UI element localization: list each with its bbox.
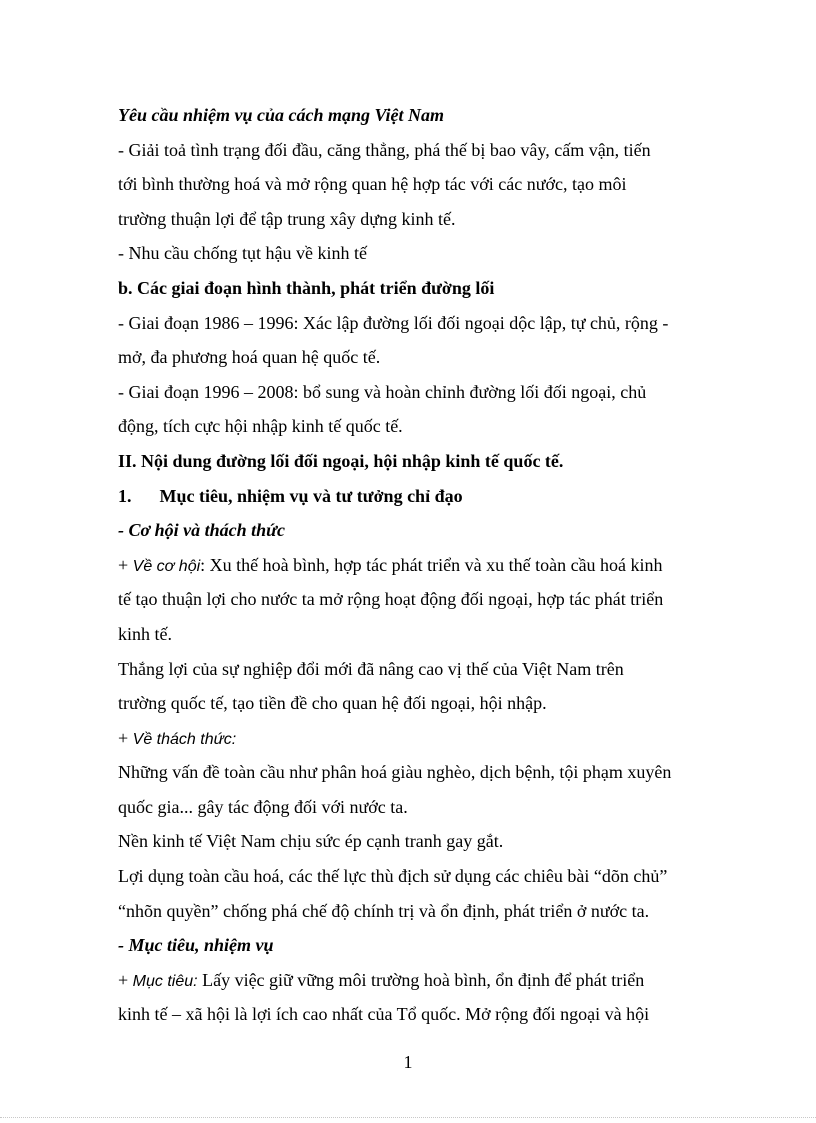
heading-text: Mục tiêu, nhiệm vụ và tư tưởng chỉ đạo	[159, 485, 463, 506]
paragraph-line: Thắng lợi của sự nghiệp đổi mới đã nâng cao vị thế của Việt Nam trên	[118, 658, 624, 679]
paragraph-line: tế tạo thuận lợi cho nước ta mở rộng hoạt động đối ngoại, hợp tác phát triển	[118, 589, 664, 610]
plus-marker: +	[118, 969, 133, 990]
paragraph-line-challenge	[118, 721, 708, 756]
paragraph-line: quốc gia... gây tác động đối với nước ta.	[118, 796, 408, 817]
paragraph-line: động, tích cực hội nhập kinh tế quốc tế.	[118, 416, 403, 437]
plus-marker: +	[118, 727, 133, 748]
chapter-heading-ii: II. Nội dung đường lối đối ngoại, hội nhập kinh tế quốc tế.	[118, 450, 564, 471]
subheading-goals-tasks: - Mục tiêu, nhiệm vụ	[118, 935, 274, 956]
opportunity-label: Về cơ hội	[132, 557, 201, 575]
paragraph-line: mở, đa phương hoá quan hệ quốc tế.	[118, 347, 381, 368]
paragraph-line: - Nhu cầu chống tụt hậu về kinh tế	[118, 243, 367, 264]
goal-text: Lấy việc giữ vững môi trường hoà bình, ổn định để phát triển	[202, 969, 645, 990]
page-bottom-border	[0, 1117, 816, 1118]
numbered-heading	[118, 479, 708, 514]
paragraph-line: - Giai đoạn 1996 – 2008: bổ sung và hoàn chỉnh đường lối đối ngoại, chủ	[118, 381, 647, 402]
paragraph-line: - Giai đoạn 1986 – 1996: Xác lập đường lối đối ngoại dộc lập, tự chủ, rộng -	[118, 312, 669, 333]
paragraph-line: Nền kinh tế Việt Nam chịu sức ép cạnh tranh gay gắt.	[118, 831, 504, 852]
subheading-opportunities-challenges: - Cơ hội và thách thức	[118, 520, 285, 541]
paragraph-line: Lợi dụng toàn cầu hoá, các thế lực thù địch sử dụng các chiêu bài “dõn chủ”	[118, 866, 668, 887]
paragraph-line: “nhõn quyền” chống phá chế độ chính trị và ổn định, phát triển ở nước ta.	[118, 900, 650, 921]
paragraph-line: kinh tế – xã hội là lợi ích cao nhất của Tổ quốc. Mở rộng đối ngoại và hội	[118, 1004, 650, 1025]
opportunity-text: Xu thế hoà bình, hợp tác phát triển và xu thế toàn cầu hoá kinh	[209, 554, 663, 575]
paragraph-line: tới bình thường hoá và mở rộng quan hệ hợp tác với các nước, tạo môi	[118, 174, 627, 195]
section-heading-requirements: Yêu cầu nhiệm vụ của cách mạng Việt Nam	[118, 105, 445, 125]
section-heading-stages: b. Các giai đoạn hình thành, phát triển đường lối	[118, 277, 495, 298]
plus-marker: +	[118, 554, 133, 575]
paragraph-line-goal	[118, 963, 708, 998]
page-number: 1	[403, 1052, 413, 1072]
goal-label: Mục tiêu:	[132, 972, 198, 990]
challenge-label: Về thách thức:	[132, 730, 237, 748]
colon: :	[200, 554, 210, 575]
paragraph-line-opportunity	[118, 548, 708, 583]
paragraph-line: trường quốc tế, tạo tiền đề cho quan hệ đối ngoại, hội nhập.	[118, 693, 547, 714]
heading-number: 1.	[118, 485, 132, 506]
paragraph-line: trường thuận lợi để tập trung xây dựng kinh tế.	[118, 208, 456, 229]
paragraph-line: kinh tế.	[118, 623, 172, 644]
document-body	[118, 98, 708, 1032]
paragraph-line: - Giải toả tình trạng đối đầu, căng thẳng, phá thế bị bao vây, cấm vận, tiến	[118, 139, 651, 160]
paragraph-line: Những vấn đề toàn cầu như phân hoá giàu nghèo, dịch bệnh, tội phạm xuyên	[118, 762, 672, 783]
